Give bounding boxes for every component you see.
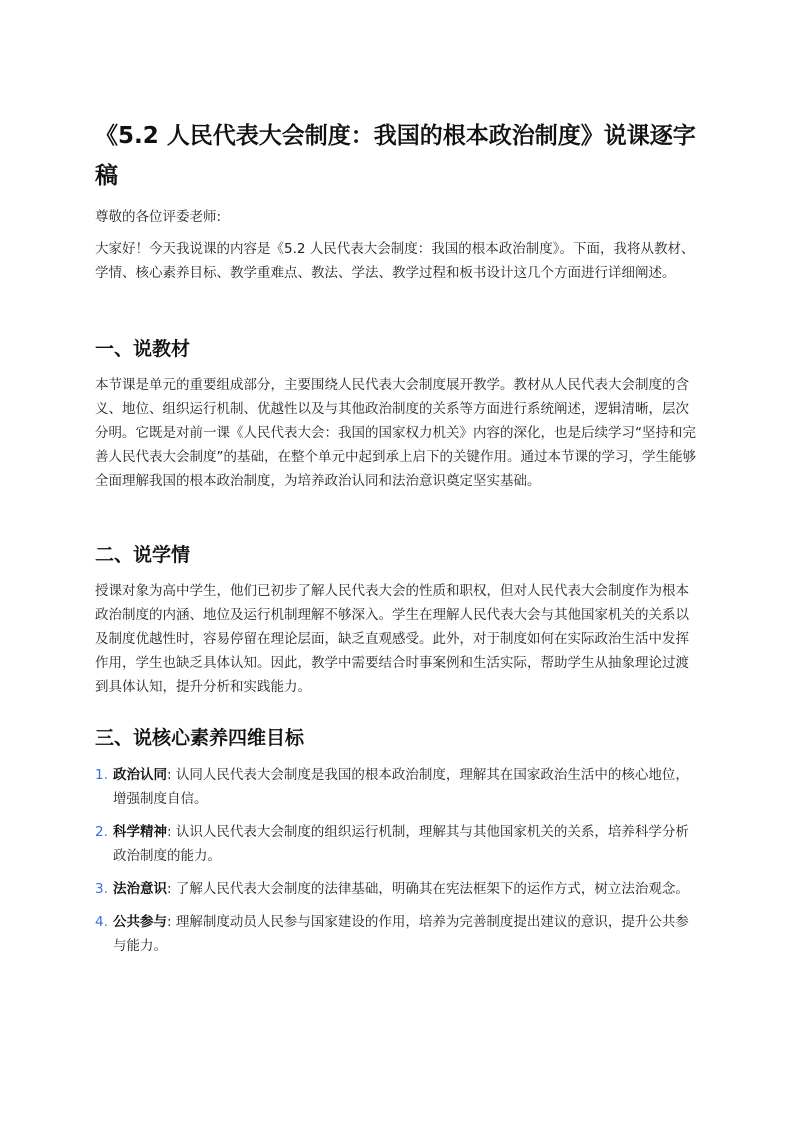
goal-text: 认识人民代表大会制度的组织运行机制，理解其与其他国家机关的关系，培养科学分析政治制度的能力。 — [113, 824, 689, 864]
goal-term: 公共参与 — [113, 914, 167, 930]
list-number: 2. — [95, 824, 108, 840]
goal-term: 政治认同 — [113, 767, 167, 783]
goal-text: 理解制度动员人民参与国家建设的作用，培养为完善制度提出建议的意识，提升公共参与能力。 — [113, 914, 689, 954]
goal-separator: : — [167, 767, 172, 783]
goal-text: 了解人民代表大会制度的法律基础，明确其在宪法框架下的运作方式，树立法治观念。 — [175, 881, 689, 897]
goal-separator: : — [167, 914, 172, 930]
list-item — [95, 910, 700, 958]
goal-term: 法治意识 — [113, 881, 167, 897]
list-item — [95, 820, 700, 868]
section-heading-textbook: 一、说教材 — [95, 338, 191, 360]
list-number: 1. — [95, 767, 108, 783]
list-item — [95, 763, 700, 811]
section-body-students: 授课对象为高中学生，他们已初步了解人民代表大会的性质和职权，但对人民代表大会制度作为根本政治制度的内涵、地位及运行机制理解不够深入。学生在理解人民代表大会与其他国家机关的关系以及制度优越性时，容易停留在理论层面，缺乏直观感受。此外，对于制度如何在实际政治生活中发挥作用，学生也缺乏具体认知。因此，教学中需要结合时事案例和生活实际，帮助学生从抽象理论过渡到具体认知，提升分析和实践能力。 — [95, 583, 689, 695]
goal-separator: : — [167, 881, 172, 897]
list-number: 3. — [95, 881, 108, 897]
goals-list — [95, 763, 700, 967]
list-item — [95, 877, 700, 901]
goal-separator: : — [167, 824, 172, 840]
section-body-textbook: 本节课是单元的重要组成部分，主要围绕人民代表大会制度展开教学。教材从人民代表大会制度的含义、地位、组织运行机制、优越性以及与其他政治制度的关系等方面进行系统阐述，逻辑清晰，层次分明。它既是对前一课《人民代表大会：我国的国家权力机关》内容的深化，也是后续学习“坚持和完善人民代表大会制度”的基础，在整个单元中起到承上启下的关键作用。通过本节课的学习，学生能够全面理解我国的根本政治制度，为培养政治认同和法治意识奠定坚实基础。 — [95, 377, 696, 489]
section-heading-students: 二、说学情 — [95, 544, 191, 566]
goal-text: 认同人民代表大会制度是我国的根本政治制度，理解其在国家政治生活中的核心地位，增强制度自信。 — [113, 767, 689, 807]
list-number: 4. — [95, 914, 108, 930]
section-heading-goals: 三、说核心素养四维目标 — [95, 727, 305, 749]
greeting: 尊敬的各位评委老师: — [95, 209, 222, 225]
goal-term: 科学精神 — [113, 824, 167, 840]
document-title: 《5.2 人民代表大会制度：我国的根本政治制度》说课逐字稿 — [95, 123, 696, 189]
intro-paragraph: 大家好！今天我说课的内容是《5.2 人民代表大会制度：我国的根本政治制度》。下面，我将从教材、学情、核心素养目标、教学重难点、教法、学法、教学过程和板书设计这几个方面进行详细阐述。 — [95, 241, 695, 281]
